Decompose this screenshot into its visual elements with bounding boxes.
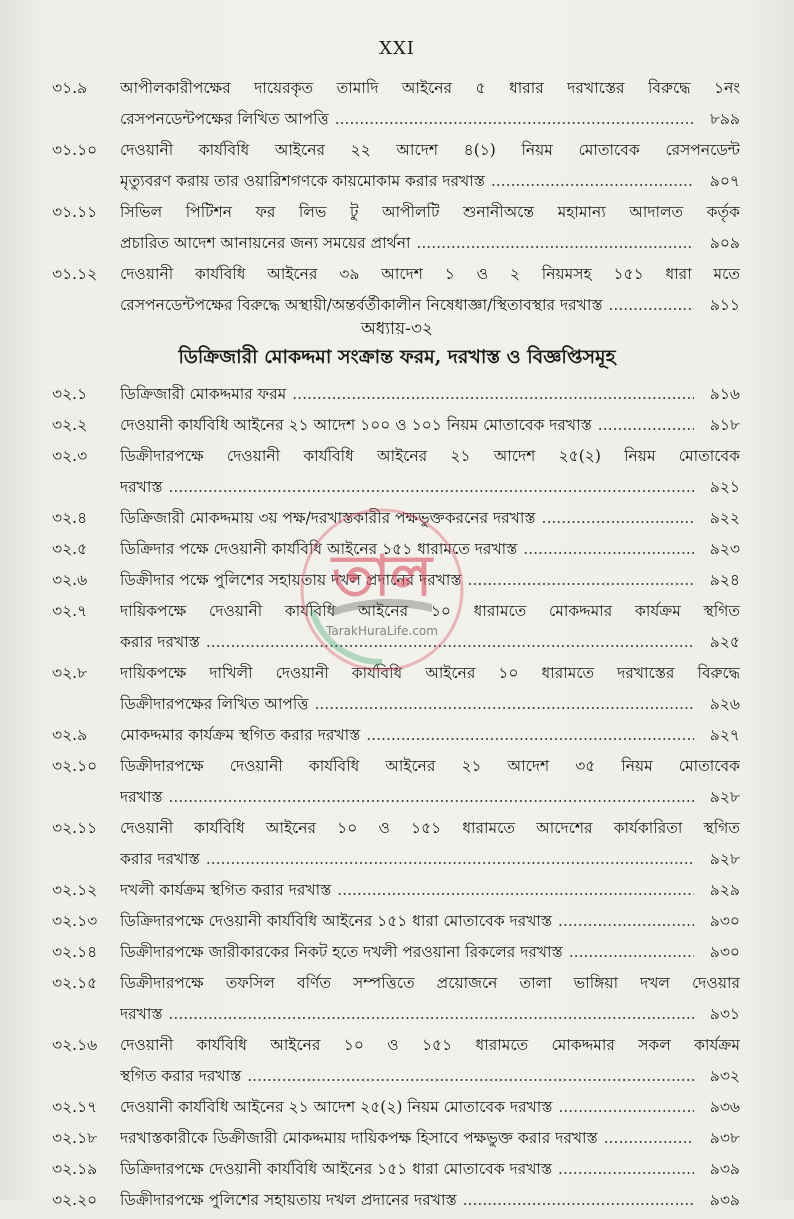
dot-leader — [169, 788, 695, 806]
dot-leader — [558, 1160, 694, 1178]
toc-entry — [52, 816, 740, 878]
toc-entry-title: ডিক্রীদারপক্ষে পুলিশের সহায়তায় দখল প্রদানের দরখাস্ত — [120, 1191, 457, 1209]
toc-entry-page: ৯৩১ — [709, 1005, 740, 1023]
toc-entry-number: ৩২.১৩ — [52, 912, 98, 930]
toc-entry-line-with-page — [120, 231, 740, 257]
toc-entry-line-with-page — [120, 723, 740, 749]
toc-entry — [52, 1126, 740, 1157]
toc-entry — [52, 382, 740, 413]
toc-entry-number: ৩২.৮ — [52, 664, 88, 682]
toc-entry-line-with-page — [120, 1002, 740, 1028]
toc-entry-line-with-page — [120, 107, 740, 133]
toc-entry-title: দখলী কার্যক্রম স্থগিত করার দরখাস্ত — [120, 881, 332, 899]
toc-entry-page: ৯৩২ — [709, 1067, 740, 1085]
watermark-logo — [292, 500, 472, 680]
toc-entry-title: ডিক্রীদার পক্ষে পুলিশের সহায়তায় দখল প্রদানের দরখাস্ত — [120, 571, 462, 589]
toc-entry-number: ৩২.১০ — [52, 757, 98, 775]
toc-entry-line-with-page — [120, 169, 740, 195]
toc-entry-line-with-page — [120, 847, 740, 873]
toc-entry-number: ৩১.১২ — [52, 265, 98, 283]
toc-entry-number: ৩২.৬ — [52, 571, 88, 589]
toc-entry-number: ৩২.১৯ — [52, 1160, 98, 1178]
dot-leader — [206, 850, 694, 868]
toc-entry-title: ডিক্রিজারী মোকদ্দমার ফরম — [120, 385, 287, 403]
dot-leader — [337, 881, 694, 899]
watermark-text: TarakHuraLife.com — [326, 624, 438, 638]
toc-entry-page: ৯১৬ — [709, 385, 740, 403]
page-number-roman: XXI — [379, 38, 415, 59]
toc-entry-page: ৯২২ — [709, 509, 740, 527]
toc-entry-title: মৃত্যুবরণ করায় তার ওয়ারিশগণকে কায়মোকাম করার দরখাস্ত — [120, 172, 485, 190]
toc-entry-title: রেসপনডেন্টপক্ষের লিখিত আপত্তি — [120, 110, 329, 128]
toc-entry-number: ৩১.৯ — [52, 79, 88, 97]
toc-entry-title: ডিক্রিজারী মোকদ্দমায় ৩য় পক্ষ/দরখাস্তকারীর পক্ষভুক্তকরনের দরখাস্ত — [120, 509, 536, 527]
dot-leader — [169, 478, 695, 496]
dot-leader — [169, 1005, 695, 1023]
toc-entry — [52, 138, 740, 200]
toc-entry-title: আপীলকারীপক্ষের দায়েরকৃত তামাদি আইনের ৫ ধারার দরখাস্তের বিরুদ্ধে ১নং — [120, 79, 740, 97]
toc-entry-number: ৩২.২০ — [52, 1191, 98, 1209]
toc-entry-page: ৯৩৬ — [709, 1098, 740, 1116]
toc-entry-number: ৩২.১২ — [52, 881, 98, 899]
toc-entry — [52, 1157, 740, 1188]
toc-entry-title: দেওয়ানী কার্যবিধি আইনের ৩৯ আদেশ ১ ও ২ নিয়মসহ ১৫১ ধারা মতে — [120, 265, 740, 283]
toc-entry-page: ৯৩৯ — [709, 1191, 740, 1209]
toc-entry-page: ৯২৮ — [709, 850, 740, 868]
dot-leader — [463, 1191, 694, 1209]
toc-entry-page: ৯৩৯ — [709, 1160, 740, 1178]
toc-entry-page: ৯৩০ — [709, 912, 740, 930]
toc-entry-title: দেওয়ানী কার্যবিধি আইনের ২১ আদেশ ১০০ ও ১০১ নিয়ম মোতাবেক দরখাস্ত — [120, 416, 592, 434]
toc-entry-title: ডিক্রীদারপক্ষে দেওয়ানী কার্যবিধি আইনের ২১ আদেশ ৩৫ নিয়ম মোতাবেক — [120, 757, 740, 775]
toc-entry — [52, 723, 740, 754]
chapter-heading: অধ্যায়-৩২ — [361, 319, 433, 339]
dot-leader — [335, 110, 694, 128]
dot-leader — [491, 172, 694, 190]
toc-entry-title: দেওয়ানী কার্যবিধি আইনের ২২ আদেশ ৪(১) নিয়ম মোতাবেক রেসপনডেন্ট — [120, 141, 740, 159]
toc-entry-number: ৩১.১১ — [52, 203, 98, 221]
toc-entry-page: ৯২৮ — [709, 788, 740, 806]
dot-leader — [558, 1098, 694, 1116]
toc-entry-title: দরখাস্তকারীকে ডিক্রীজারী মোকদ্দমায় দায়িকপক্ষ হিসাবে পক্ষভুক্ত করার দরখাস্ত — [120, 1129, 598, 1147]
dot-leader — [609, 296, 695, 314]
toc-entry-page: ৯২৯ — [709, 881, 740, 899]
toc-entry — [52, 200, 740, 262]
toc-entry-title: স্থগিত করার দরখাস্ত — [120, 1067, 242, 1085]
toc-entry-page: ৯২৩ — [709, 540, 740, 558]
dot-leader — [558, 912, 694, 930]
toc-entry-number: ৩২.১৭ — [52, 1098, 98, 1116]
toc-entry-number: ৩২.৭ — [52, 602, 88, 620]
toc-entry-number: ৩২.৪ — [52, 509, 88, 527]
toc-entry — [52, 1095, 740, 1126]
toc-entry-title: ডিক্রিদারপক্ষে দেওয়ানী কার্যবিধি আইনের ১৫১ ধারা মোতাবেক দরখাস্ত — [120, 912, 553, 930]
toc-entry — [52, 76, 740, 138]
toc-entry-line-with-page — [120, 1157, 740, 1183]
dot-leader — [416, 234, 694, 252]
dot-leader — [569, 943, 694, 961]
toc-entry-title: প্রচারিত আদেশ আনায়নের জন্য সময়ের প্রার্থনা — [120, 234, 411, 252]
dot-leader — [542, 509, 694, 527]
toc-entry-line-with-page — [120, 692, 740, 718]
toc-entry-page: ৯৩০ — [709, 943, 740, 961]
toc-entry-line-with-page — [120, 1126, 740, 1152]
toc-entry — [52, 754, 740, 816]
toc-entry-title: দরখাস্ত — [120, 1005, 163, 1023]
toc-entry-page: ৯০৭ — [709, 172, 740, 190]
toc-entry-title: করার দরখাস্ত — [120, 850, 200, 868]
toc-entry — [52, 909, 740, 940]
toc-entry-line-with-page — [120, 382, 740, 408]
toc-entry-title: দেওয়ানী কার্যবিধি আইনের ২১ আদেশ ২৫(২) নিয়ম মোতাবেক দরখাস্ত — [120, 1098, 553, 1116]
toc-entry-page: ৯১১ — [709, 296, 740, 314]
toc-entry-number: ৩২.১৮ — [52, 1129, 98, 1147]
dot-leader — [314, 695, 694, 713]
toc-entry-page: ৮৯৯ — [709, 110, 740, 128]
toc-entry-number: ৩২.১ — [52, 385, 88, 403]
toc-entry — [52, 444, 740, 506]
toc-entry — [52, 1188, 740, 1219]
toc-entry-title: দেওয়ানী কার্যবিধি আইনের ১০ ও ১৫১ ধারামতে মোকদ্দমার সকল কার্যক্রম — [120, 1036, 740, 1054]
dot-leader — [366, 726, 694, 744]
toc-entry-line-with-page — [120, 413, 740, 439]
toc-entry-title: দায়িকপক্ষে দেওয়ানী কার্যবিধি আইনের ১০ ধারামতে মোকদ্দমার কার্যক্রম স্থগিত — [120, 602, 740, 620]
toc-entry-title: ডিক্রিদার পক্ষে দেওয়ানী কার্যবিধি আইনের ১৫১ ধারামতে দরখাস্ত — [120, 540, 518, 558]
toc-entry-title: সিভিল পিটিশন ফর লিভ টু আপীলটি শুনানীঅন্তে মহামান্য আদালত কর্তৃক — [120, 203, 740, 221]
toc-entry-title: ডিক্রীদারপক্ষে তফসিল বর্ণিত সম্পত্তিতে প্রয়োজনে তালা ভাঙ্গিয়া দখল দেওয়ার — [120, 974, 740, 992]
toc-entry-page: ৯২৭ — [709, 726, 740, 744]
toc-entry-title: করার দরখাস্ত — [120, 633, 200, 651]
toc-entry — [52, 262, 740, 324]
toc-entry-title: রেসপনডেন্টপক্ষের বিরুদ্ধে অস্থায়ী/অন্তর্বর্তীকালীন নিষেধাজ্ঞা/স্থিতাবস্থার দরখাস্ত — [120, 296, 603, 314]
toc-entry-line-with-page — [120, 785, 740, 811]
toc-entry-number: ৩২.৯ — [52, 726, 88, 744]
toc-entry — [52, 413, 740, 444]
dot-leader — [468, 571, 694, 589]
toc-entry-line-with-page — [120, 293, 740, 319]
toc-entry-number: ৩১.১০ — [52, 141, 98, 159]
toc-entry-line-with-page — [120, 475, 740, 501]
watermark-logo-letters: তাল — [332, 544, 432, 609]
toc-entry-line-with-page — [120, 1064, 740, 1090]
toc-entry-page: ৯২১ — [709, 478, 740, 496]
toc-entry-title: দরখাস্ত — [120, 788, 163, 806]
toc-entry-line-with-page — [120, 1095, 740, 1121]
toc-entry-line-with-page — [120, 940, 740, 966]
toc-entry-page: ৯১৮ — [709, 416, 740, 434]
toc-entry-number: ৩২.৩ — [52, 447, 88, 465]
toc-entry-title: দায়িকপক্ষে দাখিলী দেওয়ানী কার্যবিধি আইনের ১০ ধারামতে দরখাস্তের বিরুদ্ধে — [120, 664, 740, 682]
dot-leader — [598, 416, 694, 434]
toc-entry-page: ৯৩৮ — [709, 1129, 740, 1147]
chapter-title: ডিক্রিজারী মোকদ্দমা সংক্রান্ত ফরম, দরখাস্ত ও বিজ্ঞপ্তিসমূহ — [178, 346, 616, 368]
toc-entry-number: ৩২.২ — [52, 416, 88, 434]
toc-entry-number: ৩২.১১ — [52, 819, 98, 837]
toc-entry-title: দেওয়ানী কার্যবিধি আইনের ১০ ও ১৫১ ধারামতে আদেশের কার্যকারিতা স্থগিত — [120, 819, 740, 837]
toc-entry-title: ডিক্রীদারপক্ষের লিখিত আপত্তি — [120, 695, 309, 713]
dot-leader — [604, 1129, 694, 1147]
toc-entry-line-with-page — [120, 878, 740, 904]
dot-leader — [247, 1067, 694, 1085]
toc-entry-number: ৩২.১৪ — [52, 943, 98, 961]
toc-entry-title: মোকদ্দমার কার্যক্রম স্থগিত করার দরখাস্ত — [120, 726, 361, 744]
toc-entry-page: ৯০৯ — [709, 234, 740, 252]
toc-entry-number: ৩২.৫ — [52, 540, 88, 558]
toc-entry — [52, 878, 740, 909]
toc-entry-number: ৩২.১৫ — [52, 974, 98, 992]
toc-entry-title: ডিক্রীদারপক্ষে দেওয়ানী কার্যবিধি আইনের ২১ আদেশ ২৫(২) নিয়ম মোতাবেক — [120, 447, 740, 465]
toc-entry-title: দরখাস্ত — [120, 478, 163, 496]
toc-entry — [52, 940, 740, 971]
toc-entry — [52, 1033, 740, 1095]
dot-leader — [292, 385, 694, 403]
toc-entry-title: ডিক্রীদারপক্ষে জারীকারকের নিকট হতে দখলী পরওয়ানা রিকলের দরখাস্ত — [120, 943, 563, 961]
toc-entry-page: ৯২৬ — [709, 695, 740, 713]
toc-entry — [52, 971, 740, 1033]
toc-entry-page: ৯২৫ — [709, 633, 740, 651]
toc-entry-title: ডিক্রিদারপক্ষে দেওয়ানী কার্যবিধি আইনের ১৫১ ধারা মোতাবেক দরখাস্ত — [120, 1160, 553, 1178]
dot-leader — [523, 540, 694, 558]
toc-entry-line-with-page — [120, 1188, 740, 1214]
toc-entry-number: ৩২.১৬ — [52, 1036, 98, 1054]
toc-entry-line-with-page — [120, 909, 740, 935]
toc-entry-page: ৯২৪ — [709, 571, 740, 589]
